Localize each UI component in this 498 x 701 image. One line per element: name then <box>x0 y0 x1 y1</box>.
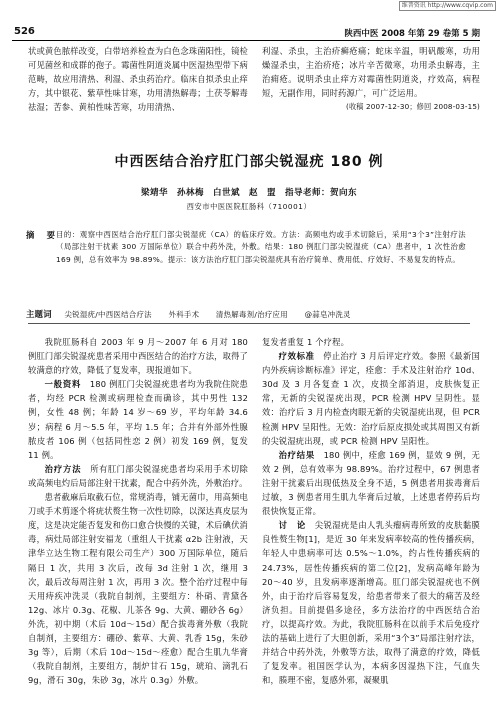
abstract-label: 摘 要 <box>26 230 57 240</box>
section-general-data <box>28 377 248 462</box>
section-discussion <box>262 518 480 687</box>
prev-article-left-column <box>28 44 248 114</box>
article-authors: 梁靖华 孙林梅 白世斌 赵 盟 指导老师：贺向东 <box>140 188 357 198</box>
keyword-item: 外科手术 <box>168 310 200 319</box>
keyword-item: 清热解毒剂/治疗应用 <box>215 310 288 319</box>
received-date: (收稿 2007-12-30；修回 2008-03-15) <box>345 102 480 112</box>
keywords <box>26 308 466 320</box>
header-divider <box>12 40 480 41</box>
procedure-paragraph: 患者截麻后取截石位，常规消毒，铺无菌巾，用高频电刀或手术剪逐个将疣状赘生物一次性切除，以深达真皮层为度，这是决定能否复发和伤口愈合快慢的关键，术后碘伏消毒，病灶局部注射安福龙（重组人干扰素 α2b 注射液，天津华立达生物工程有限公司生产）300 万国际单位，随后隔日 1 次，共用 3 次后，改每 3d 注射 1 次，继用 3 次，最后改每周注射 1 次，再用 3 次。整个治疗过程中每天用痔疾冲洗灵（我院自制剂，主要组方：朴硝、青黛各 12g、冰片 0.3g、花椒、儿茶各 9g、大黄、硼砂各 6g）外洗，初中期（术后 10d～15d）配合拔毒膏外敷（我院自制剂，主要组方：硼砂、紫草、大黄、乳香 15g，朱砂 3g 等），后期（术后 10d～15d～痊愈）配合生肌九华膏（我院自制剂，主要组方，制炉甘石 15g，琥珀、滴乳石 9g，滑石 30g，朱砂 3g，冰片 0.3g）外敷。 <box>28 492 248 686</box>
section-results <box>262 448 480 518</box>
article-title: 中西医结合治疗肛门部尖锐湿疣 180 例 <box>114 154 384 170</box>
prev-article-text-left: 状或黄色脓样改变，白带培养检查为白色念珠菌阳性，镜检可见菌丝和成群的孢子。霉菌性阴道炎属中医湿热型带下病范畴，故应用清热、利湿、杀虫药治疗。临床自拟杀虫止痒方，其中银花、紫草性味甘寒，功用清热解毒；土茯苓解毒祛湿；苦参、黄柏性味苦寒，功用清热、 <box>28 46 248 113</box>
section-heading: 疗效标准 <box>278 351 315 362</box>
keyword-item: 尖锐湿疣/中西医结合疗法 <box>64 310 152 319</box>
article-affiliation: 西安市中医医院肛肠科（710001） <box>186 202 312 211</box>
section-treatment-method <box>28 462 248 490</box>
section-text: 尖锐湿疣是由人乳头瘤病毒所致的皮肤黏膜良性赘生物[1]，是近 30 年来发病率较高的性传播疾病，年轻人中患病率可达 0.5%～1.0%，约占性传播疾病的 24.73%，居性传播疾病的第二位[2]，发病高峰年龄为 20～40 岁，且发病率逐渐增高。肛门部尖锐湿疣也不例外，由于治疗后容易复发，给患者带来了很大的痛苦及经济负担。目前提倡多途径，多方法治疗的中西医结合治疗，以提高疗效。为此，我院肛肠科在以前手术后免疫疗法的基础上进行了大胆创新，采用“3个3”局部注射疗法，并结合中药外洗，外敷等方法，取得了满意的疗效，降低了复发率。祖国医学认为，本病多因湿热下注，气血失和，腠理不密，复感外邪，凝聚肌 <box>262 520 480 686</box>
abstract <box>26 229 466 266</box>
intro-paragraph: 我院肛肠科自 2003 年 9 月～2007 年 6 月对 180 例肛门部尖锐湿疣患者采用中西医结合的治疗方法，取得了较满意的疗效，降低了复发率，现报道如下。 <box>28 337 248 376</box>
section-efficacy-standard <box>262 349 480 448</box>
section-text: 停止治疗 3 月后评定疗效。参照《最新国内外疾病诊断标准》评定，痊愈：手术及注射治疗 10d、30d 及 3 月各复查 1 次，皮损全部消退，皮肤恢复正常，无新的尖锐湿疣出现，PCR 检测 HPV 呈阴性。显效：治疗后 3 月内检查肉眼无新的尖锐湿疣出现，但 PCR 检测 HPV 呈阳性。无效：治疗后原皮损处或其周围又有新的尖锐湿疣出现，或 PCR 检测 HPV 呈阳性。 <box>262 351 481 446</box>
abstract-text: 目的：观察中西医结合治疗肛门部尖锐湿疣（CA）的临床疗效。方法：高频电灼或手术切除后，采用“3个3”注射疗法（局部注射干扰素 300 万国际单位）联合中药外洗，外敷。结果：180 例肛门部尖锐湿疣（CA）患者中，1 次性治愈 169 例，总有效率为 98.89%。提示：该方法治疗肛门部尖锐湿疣具有治疗简单、费用低、疗效好、不易复发的特点。 <box>56 230 466 264</box>
keyword-item: @蒜皂冲洗灵 <box>304 310 351 319</box>
keywords-label: 主题词 <box>26 309 52 319</box>
section-heading: 一般资料 <box>44 379 82 390</box>
body-left-column <box>28 335 248 687</box>
section-text: 180 例肛门尖锐湿疣患者均为我院住院患者，均经 PCR 检测或病理检查而确诊，其中男性 132 例，女性 48 例；年龄 14 岁～69 岁，平均年龄 34.6 岁；病程 6 月～5.5 年，平均 1.5 年；合并有外部外性腺脓皮者 106 例（包括同性恋 2 例）初发 169 例，复发 11 例。 <box>28 379 249 460</box>
watermark: 维普资讯 http://www.cqvip.com <box>399 1 496 11</box>
repeat-course-line: 复发者重复 1 个疗程。 <box>262 337 350 347</box>
journal-name: 陕西中医 2008 年第 29 卷第 5 期 <box>344 29 480 39</box>
section-text: 所有肛门部尖锐湿疣患者均采用手术切除或高频电灼后局部注射干扰素，配合中药外洗，外敷治疗。 <box>28 463 248 488</box>
section-text: 180 例中，痊愈 169 例，显效 9 例，无效 2 例，总有效率为 98.89%。治疗过程中，67 例患者注射干扰素后出现低热及全身不适，5 例患者用拔毒膏后过敏，3 例患者用生肌九华膏后过敏，上述患者停药后均很快恢复正常。 <box>262 449 480 517</box>
section-heading: 治疗方法 <box>44 463 82 474</box>
prev-article-right-column <box>262 44 480 114</box>
abstract-divider <box>28 323 470 324</box>
section-heading: 治疗结果 <box>278 449 315 460</box>
prev-article-text-right: 利湿、杀虫，主治疥癣疮痛；蛇床辛温，明矾酸寒，功用燥湿杀虫，主治疥疮；冰片辛苦微寒，功用杀虫解毒，主治痈疮。说明杀虫止痒方对霉菌性阴道炎，疗效高，病程短，无副作用，同时药源广，可广泛运用。 <box>262 46 480 99</box>
section-heading: 讨 论 <box>278 520 307 531</box>
page-number: 526 <box>14 26 35 37</box>
body-right-column <box>262 335 480 687</box>
running-header <box>12 26 480 40</box>
